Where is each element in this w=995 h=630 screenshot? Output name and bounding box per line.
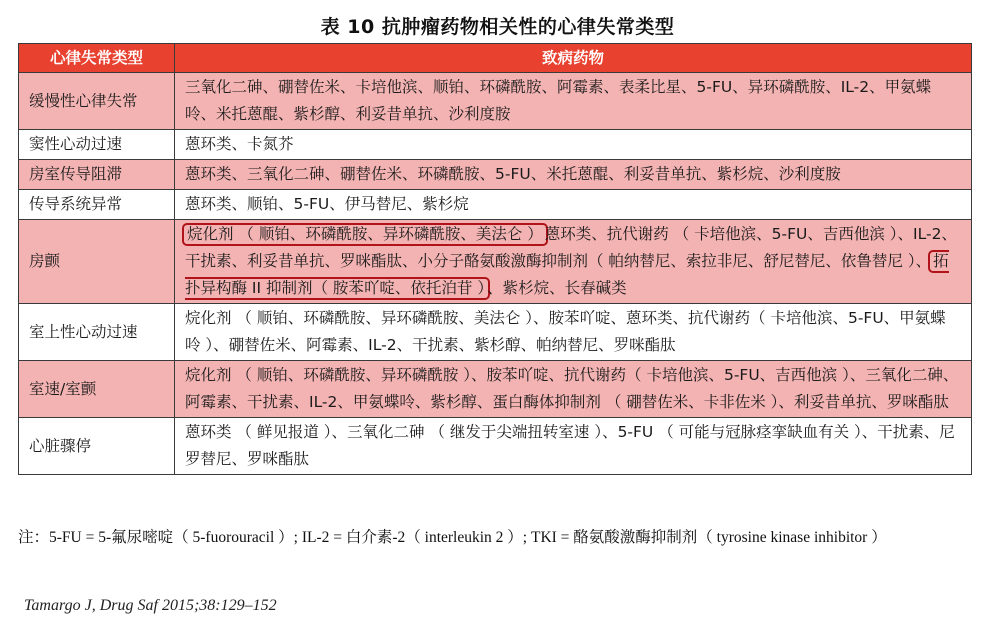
table-row (19, 418, 972, 475)
drug-text: 、紫杉烷、长春碱类 (487, 279, 627, 297)
column-header-causative-drugs: 致病药物 (175, 44, 972, 73)
table-footnote: 注：5-FU = 5-氟尿嘧啶（ 5-fuorouracil ）; IL-2 = 白介素-2（ interleukin 2 ）; TKI = 酪氨酸激酶抑制剂（ tyrosine kinase inhibitor ） (18, 529, 887, 546)
drugs-cell: 蒽环类、顺铂、5-FU、伊马替尼、紫杉烷 (175, 190, 972, 220)
table-title: 表 10 抗肿瘤药物相关性的心律失常类型 (320, 16, 675, 38)
drugs-cell: 蒽环类、卡氮芥 (175, 130, 972, 160)
arrhythmia-type-cell: 房室传导阻滞 (19, 160, 175, 190)
drugs-cell: 三氧化二砷、硼替佐米、卡培他滨、顺铂、环磷酰胺、阿霉素、表柔比星、5-FU、异环磷酰胺、IL-2、甲氨蝶呤、米托蒽醌、紫杉醇、利妥昔单抗、沙利度胺 (175, 73, 972, 130)
drugs-cell: 蒽环类 （ 鲜见报道 ）、三氧化二砷 （ 继发于尖端扭转室速 ）、5-FU （ 可能与冠脉痉挛缺血有关 ）、干扰素、尼罗替尼、罗咪酯肽 (175, 418, 972, 475)
drug-text: 蒽环类、抗代谢药 （ 卡培他滨、5-FU、吉西他滨 ）、IL-2、干扰素、利妥昔单抗、罗咪酯肽、小分子酪氨酸激酶抑制剂（ 帕纳替尼、索拉非尼、舒尼替尼、依鲁替尼 ）、 (185, 225, 957, 270)
table-row (19, 304, 972, 361)
table-row (19, 73, 972, 130)
drugs-cell: 烷化剂 （ 顺铂、环磷酰胺、异环磷酰胺、美法仑 ）、胺苯吖啶、蒽环类、抗代谢药（ 卡培他滨、5-FU、甲氨蝶呤 ）、硼替佐米、阿霉素、IL-2、干扰素、紫杉醇、帕纳替尼、罗咪酯肽 (175, 304, 972, 361)
drugs-cell: 烷化剂 （ 顺铂、环磷酰胺、异环磷酰胺 ）、胺苯吖啶、抗代谢药（ 卡培他滨、5-FU、吉西他滨 ）、三氧化二砷、阿霉素、干扰素、IL-2、甲氨蝶呤、紫杉醇、蛋白酶体抑制剂 （ 硼替佐米、卡非佐米 ）、利妥昔单抗、罗咪酯肽 (175, 361, 972, 418)
table-row (19, 220, 972, 304)
citation-reference: Tamargo J, Drug Saf 2015;38:129–152 (24, 597, 277, 614)
highlighted-drug-group-alkylating: 烷化剂 （ 顺铂、环磷酰胺、异环磷酰胺、美法仑 ） (182, 223, 548, 246)
column-header-arrhythmia-type: 心律失常类型 (19, 44, 175, 73)
table-row (19, 130, 972, 160)
arrhythmia-type-cell: 传导系统异常 (19, 190, 175, 220)
table-row (19, 361, 972, 418)
drugs-cell (175, 220, 972, 304)
table-row (19, 160, 972, 190)
table-row (19, 190, 972, 220)
table-header-row (19, 44, 972, 73)
arrhythmia-type-cell: 室速/室颤 (19, 361, 175, 418)
arrhythmia-type-cell: 室上性心动过速 (19, 304, 175, 361)
arrhythmia-type-cell: 缓慢性心律失常 (19, 73, 175, 130)
highlighted-drug-group-topoisomerase: 拓扑异构酶 II 抑制剂（ 胺苯吖啶、依托泊苷 ） (185, 250, 949, 300)
arrhythmia-type-cell: 房颤 (19, 220, 175, 304)
arrhythmia-type-cell: 心脏骤停 (19, 418, 175, 475)
drugs-cell: 蒽环类、三氧化二砷、硼替佐米、环磷酰胺、5-FU、米托蒽醌、利妥昔单抗、紫杉烷、沙利度胺 (175, 160, 972, 190)
arrhythmia-drug-table (18, 43, 972, 475)
arrhythmia-type-cell: 窦性心动过速 (19, 130, 175, 160)
